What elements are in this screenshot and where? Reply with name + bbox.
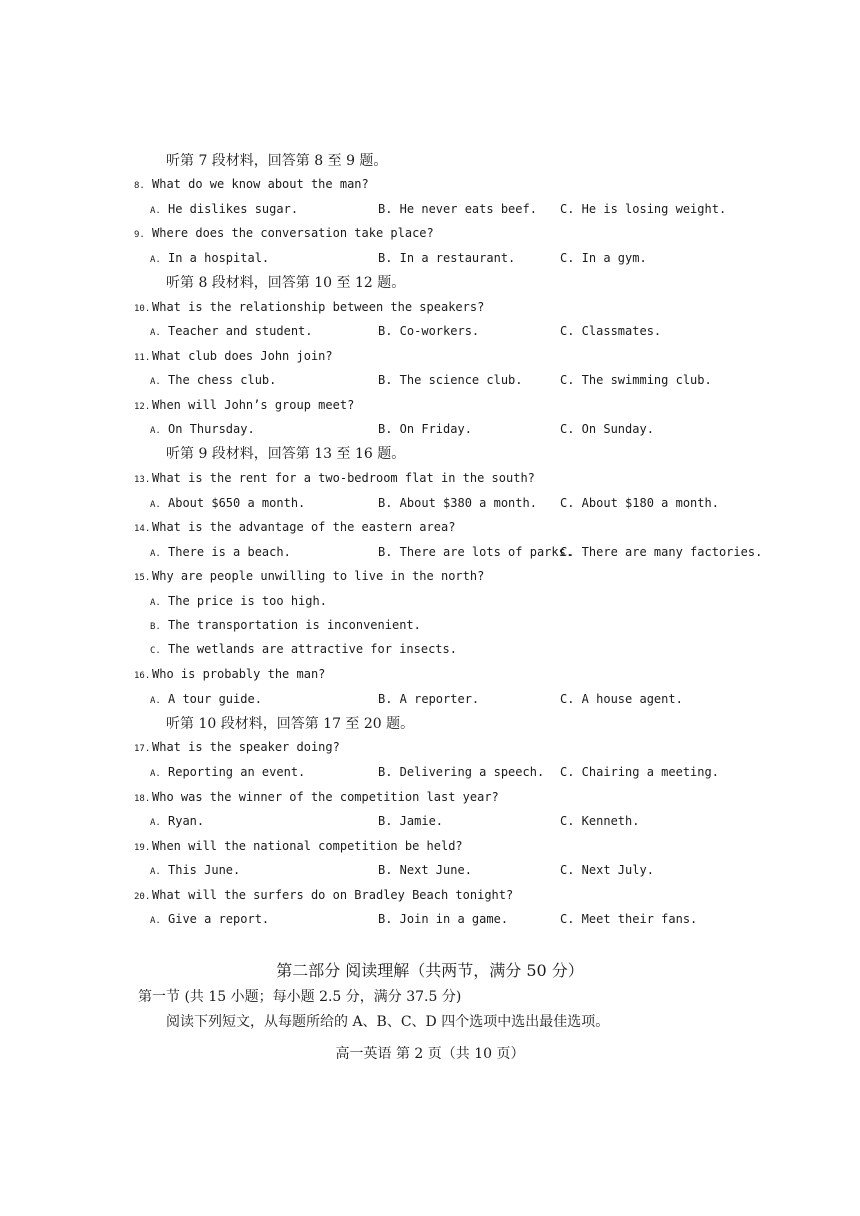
question-text: What is the advantage of the eastern area? [152, 520, 456, 534]
option-a [150, 765, 305, 779]
option-text: In a hospital. [168, 251, 270, 265]
option-c: C. There are many factories. [560, 545, 763, 559]
option-text: There is a beach. [168, 545, 291, 559]
option-letter: A. [150, 916, 161, 926]
option-text: This June. [168, 863, 241, 877]
option-letter: A. [150, 426, 161, 436]
question-16 [134, 667, 325, 681]
question-15 [134, 569, 484, 583]
option-a [150, 545, 291, 559]
question-text: What will the surfers do on Bradley Beach tonight? [152, 888, 514, 902]
question-text: When will the national competition be held? [152, 839, 463, 853]
option-text: He dislikes sugar. [168, 202, 299, 216]
option-a [150, 202, 298, 216]
option-letter: A. [150, 818, 161, 828]
option-letter: A. [150, 255, 161, 265]
option-letter: A. [150, 206, 161, 216]
option-text: Reporting an event. [168, 765, 306, 779]
option-text: On Thursday. [168, 422, 255, 436]
option-a [150, 814, 204, 828]
option-letter: C. [150, 646, 161, 656]
option-b: B. In a restaurant. [378, 251, 516, 265]
option-letter: A. [150, 328, 161, 338]
option-letter: A. [150, 500, 161, 510]
question-text: What club does John join? [152, 349, 333, 363]
option-letter: B. [150, 622, 161, 632]
option-a [150, 692, 262, 706]
option-b: B. Jamie. [378, 814, 444, 828]
option-a [150, 251, 269, 265]
question-number: 12. [134, 402, 151, 412]
section-one-title: 第一节 (共 15 小题；每小题 2.5 分，满分 37.5 分) [138, 989, 462, 1005]
question-number: 17. [134, 744, 151, 754]
question-number: 10. [134, 304, 151, 314]
option-text: A tour guide. [168, 692, 262, 706]
option-c [150, 642, 457, 656]
reading-instruction: 阅读下列短文，从每题所给的 A、B、C、D 四个选项中选出最佳选项。 [166, 1014, 610, 1030]
question-text: What is the relationship between the speakers? [152, 300, 485, 314]
option-text: Ryan. [168, 814, 205, 828]
option-b: B. The science club. [378, 373, 523, 387]
option-c: C. Next July. [560, 863, 654, 877]
option-letter: A. [150, 867, 161, 877]
option-letter: A. [150, 549, 161, 559]
option-b: B. Join in a game. [378, 912, 509, 926]
option-c: C. On Sunday. [560, 422, 654, 436]
section-heading-7: 听第 7 段材料，回答第 8 至 9 题。 [166, 153, 388, 169]
question-13 [134, 471, 535, 485]
option-c: C. Chairing a meeting. [560, 765, 719, 779]
option-c: C. A house agent. [560, 692, 683, 706]
question-10 [134, 300, 484, 314]
option-b: B. Delivering a speech. [378, 765, 545, 779]
option-b: B. Co-workers. [378, 324, 480, 338]
option-c: C. He is losing weight. [560, 202, 727, 216]
question-9 [134, 226, 434, 240]
question-number: 8. [134, 181, 145, 191]
option-a [150, 496, 305, 510]
option-b: B. He never eats beef. [378, 202, 537, 216]
part-two-title: 第二部分 阅读理解（共两节，满分 50 分） [276, 961, 584, 980]
option-text: The wetlands are attractive for insects. [168, 642, 457, 656]
question-text: When will John’s group meet? [152, 398, 355, 412]
option-c: C. In a gym. [560, 251, 647, 265]
option-b: B. A reporter. [378, 692, 480, 706]
question-20 [134, 888, 513, 902]
question-text: What do we know about the man? [152, 177, 369, 191]
option-c: C. Meet their fans. [560, 912, 698, 926]
option-letter: A. [150, 377, 161, 387]
option-b [150, 618, 421, 632]
question-text: What is the speaker doing? [152, 740, 340, 754]
option-a [150, 594, 327, 608]
option-letter: A. [150, 696, 161, 706]
question-text: Who was the winner of the competition last year? [152, 790, 499, 804]
option-b: B. Next June. [378, 863, 472, 877]
question-text: Why are people unwilling to live in the north? [152, 569, 485, 583]
question-number: 15. [134, 573, 151, 583]
option-letter: A. [150, 769, 161, 779]
option-b: B. About $380 a month. [378, 496, 537, 510]
option-a [150, 863, 240, 877]
question-14 [134, 520, 455, 534]
question-number: 16. [134, 671, 151, 681]
option-text: The price is too high. [168, 594, 327, 608]
question-number: 9. [134, 230, 145, 240]
question-text: Who is probably the man? [152, 667, 326, 681]
question-12 [134, 398, 354, 412]
option-b: B. There are lots of parks. [378, 545, 574, 559]
question-text: What is the rent for a two-bedroom flat in the south? [152, 471, 535, 485]
option-c: C. Kenneth. [560, 814, 640, 828]
option-b: B. On Friday. [378, 422, 472, 436]
option-a [150, 324, 313, 338]
section-heading-8: 听第 8 段材料，回答第 10 至 12 题。 [166, 275, 406, 291]
page-footer: 高一英语 第 2 页（共 10 页） [335, 1046, 525, 1062]
question-text: Where does the conversation take place? [152, 226, 434, 240]
section-heading-9: 听第 9 段材料，回答第 13 至 16 题。 [166, 446, 406, 462]
question-19 [134, 839, 463, 853]
option-text: The transportation is inconvenient. [168, 618, 421, 632]
option-a [150, 912, 269, 926]
question-number: 20. [134, 892, 151, 902]
option-text: Teacher and student. [168, 324, 313, 338]
question-number: 14. [134, 524, 151, 534]
question-8 [134, 177, 369, 191]
option-a [150, 422, 255, 436]
question-number: 19. [134, 843, 151, 853]
section-heading-10: 听第 10 段材料，回答第 17 至 20 题。 [166, 716, 415, 732]
option-text: The chess club. [168, 373, 277, 387]
option-c: C. The swimming club. [560, 373, 712, 387]
question-18 [134, 790, 499, 804]
question-number: 18. [134, 794, 151, 804]
option-a [150, 373, 276, 387]
question-number: 11. [134, 353, 151, 363]
option-c: C. About $180 a month. [560, 496, 719, 510]
option-text: Give a report. [168, 912, 270, 926]
option-letter: A. [150, 598, 161, 608]
question-11 [134, 349, 333, 363]
option-c: C. Classmates. [560, 324, 662, 338]
option-text: About $650 a month. [168, 496, 306, 510]
question-number: 13. [134, 475, 151, 485]
question-17 [134, 740, 340, 754]
